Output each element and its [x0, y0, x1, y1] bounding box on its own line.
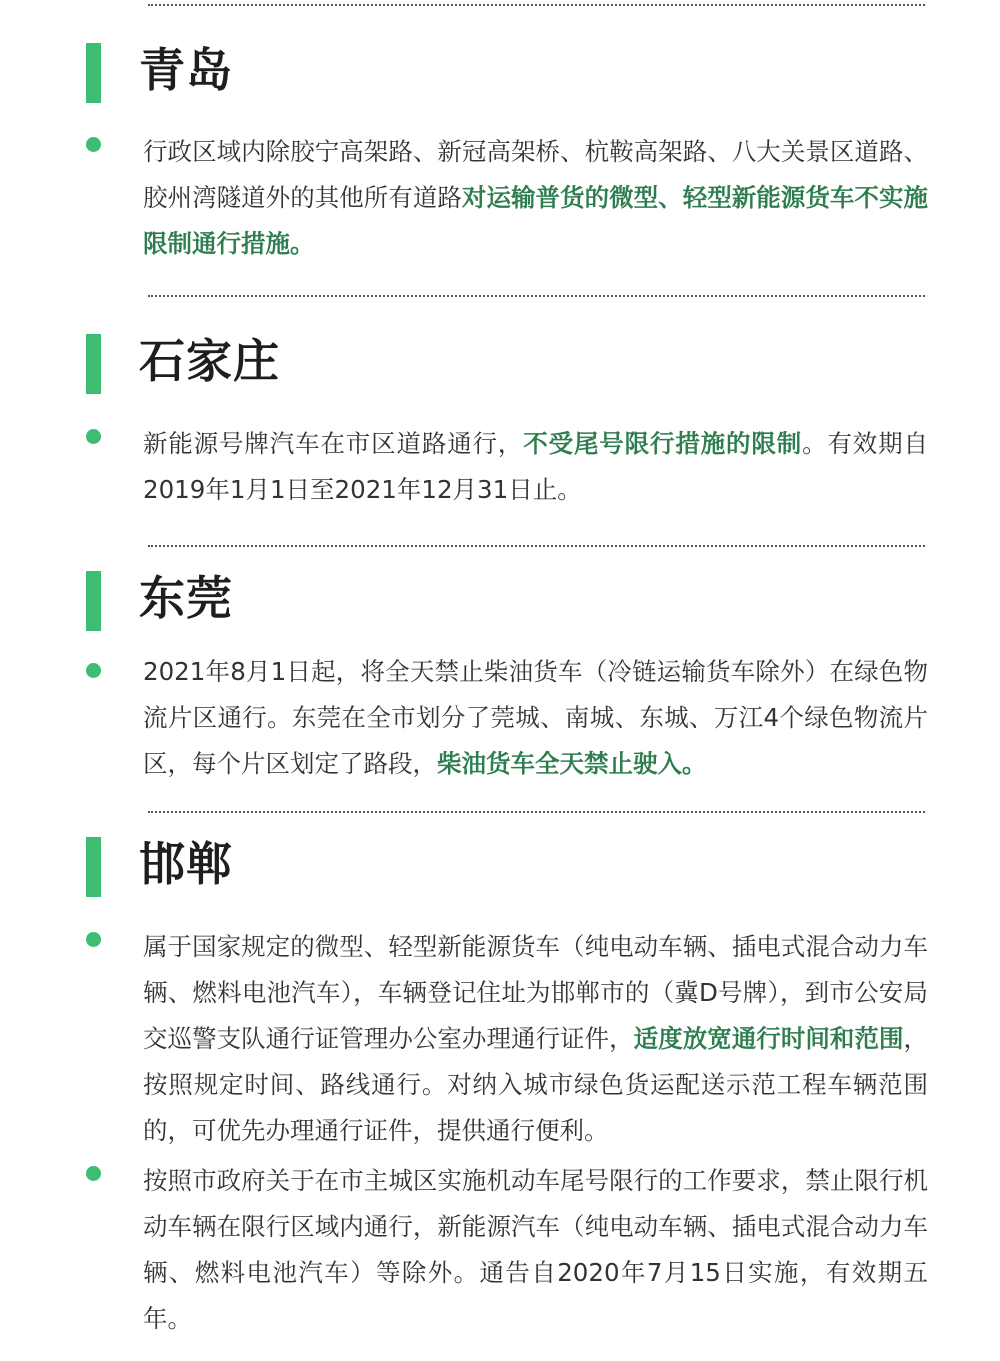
- section-divider: [148, 4, 925, 6]
- paragraph-text: 。: [290, 229, 315, 258]
- paragraph-text: 2021年8月1日起，将全天禁止柴油货车（冷链运输货车除外）在绿色物流片区通行。东莞在全市划分了莞城、南城、东城、万江4个绿色物流片区，每个片区划定了路段，: [143, 657, 928, 778]
- section-paragraph: [143, 1158, 928, 1342]
- section-accent-bar: [86, 43, 101, 103]
- section-accent-bar: [86, 837, 101, 897]
- highlight-text: 对运输普货的微型、轻型新能源货车不实施限制通行措施: [143, 183, 929, 258]
- section-accent-bar: [86, 571, 101, 631]
- highlight-text: 不受尾号限行措施的限制: [523, 429, 803, 458]
- section-title-handan: 邯郸: [139, 837, 233, 891]
- section-paragraph: [143, 421, 928, 513]
- bullet-dot: [86, 137, 101, 152]
- section-paragraph: [143, 649, 928, 787]
- paragraph-text: 行政区域内除胶宁高架路、新冠高架桥、杭鞍高架路、八大关景区道路、胶州湾隧道外的其他所有道路: [143, 137, 928, 212]
- section-title-qingdao: 青岛: [139, 43, 233, 97]
- section-divider: [148, 545, 925, 547]
- section-paragraph: [143, 924, 928, 1154]
- section-divider: [148, 811, 925, 813]
- bullet-dot: [86, 1166, 101, 1181]
- paragraph-text: 。有效期自2019年1月1日至2021年12月31日止。: [143, 429, 929, 504]
- highlight-text: 柴油货车全天禁止驶入: [437, 749, 682, 778]
- section-paragraph: [143, 129, 928, 267]
- bullet-dot: [86, 932, 101, 947]
- paragraph-text: 按照市政府关于在市主城区实施机动车尾号限行的工作要求，禁止限行机动车辆在限行区域内通行，新能源汽车（纯电动车辆、插电式混合动力车辆、燃料电池汽车）等除外。通告自2020年7月15日实施，有效期五年。: [143, 1166, 928, 1333]
- highlight-text: 适度放宽通行时间和范围: [633, 1024, 904, 1053]
- section-divider: [148, 295, 925, 297]
- bullet-dot: [86, 429, 101, 444]
- paragraph-text: 属于国家规定的微型、轻型新能源货车（纯电动车辆、插电式混合动力车辆、燃料电池汽车），车辆登记住址为邯郸市的（冀D号牌），到市公安局交巡警支队通行证管理办公室办理通行证件，: [143, 932, 928, 1053]
- paragraph-text: ，按照规定时间、路线通行。对纳入城市绿色货运配送示范工程车辆范围的，可优先办理通行证件，提供通行便利。: [143, 1024, 929, 1145]
- bullet-dot: [86, 663, 101, 678]
- section-accent-bar: [86, 334, 101, 394]
- section-title-shijiazhuang: 石家庄: [139, 334, 280, 388]
- section-title-dongguan: 东莞: [139, 571, 233, 625]
- paragraph-text: 。: [682, 749, 707, 778]
- paragraph-text: 新能源号牌汽车在市区道路通行，: [143, 429, 524, 458]
